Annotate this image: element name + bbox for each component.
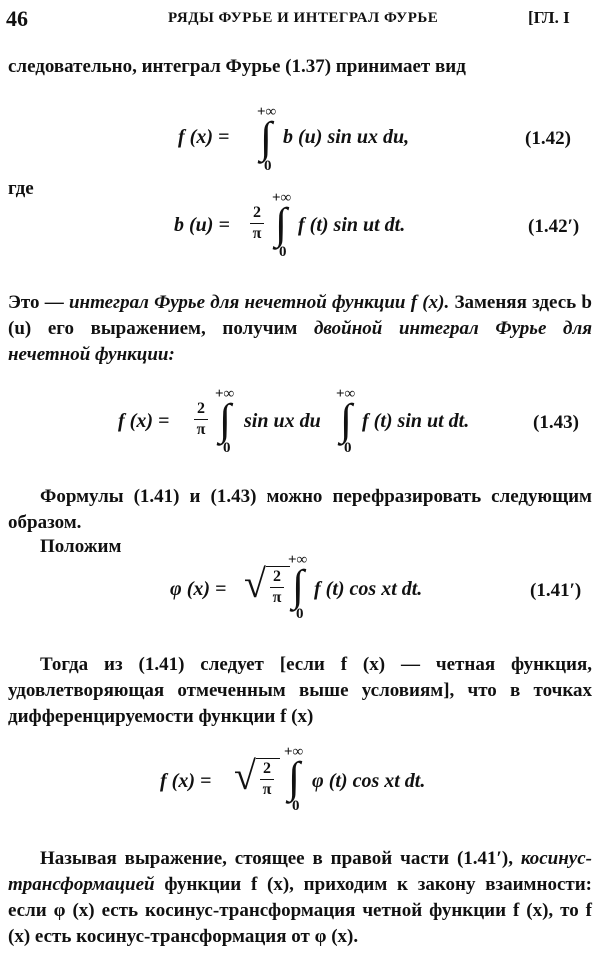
integral-lower-limit: 0 [223, 440, 231, 456]
sqrt-overline [256, 758, 280, 759]
integral-upper-limit: +∞ [257, 104, 277, 120]
sqrt-overline [266, 566, 290, 567]
fraction-2-over-pi: 2 π [260, 760, 274, 799]
eq-body-second: f (t) sin ut dt. [362, 410, 470, 432]
eq-body: φ (t) cos xt dt. [312, 770, 426, 792]
integral-lower-limit: 0 [296, 606, 304, 622]
chapter-marker: [ГЛ. I [528, 8, 570, 27]
eq-lhs: f (x) = [160, 770, 212, 792]
eq-lhs: f (x) = [178, 126, 230, 148]
eq-body-first: sin ux du [244, 410, 321, 432]
sqrt-sign: √ [244, 561, 266, 606]
equation-number: (1.43) [533, 412, 579, 433]
integral-sign: ∫ [288, 753, 301, 802]
equation-number: (1.42′) [528, 216, 580, 237]
page-number: 46 [6, 6, 28, 31]
integral-upper-limit: +∞ [284, 744, 304, 760]
paragraph-let: Положим [40, 536, 122, 557]
running-title: РЯДЫ ФУРЬЕ И ИНТЕГРАЛ ФУРЬЕ [168, 10, 439, 26]
paragraph-odd-function: Это — интеграл Фурье для нечетной функции f (x). Заменяя здесь b (u) его выражением, получим двойной интеграл Фурье для нечетной функции: [8, 292, 592, 365]
integral-sign: ∫ [292, 561, 305, 610]
integral-upper-limit-2: +∞ [336, 386, 356, 402]
integral-upper-limit: +∞ [272, 190, 292, 206]
eq-body: f (t) cos xt dt. [314, 578, 423, 600]
integral-lower-limit-2: 0 [344, 440, 352, 456]
paragraph-rephrase: Формулы (1.41) и (1.43) можно перефразировать следующим образом. [8, 486, 592, 533]
integral-upper-limit: +∞ [215, 386, 235, 402]
integral-upper-limit: +∞ [288, 552, 308, 568]
fraction-2-over-pi: 2 π [250, 204, 264, 243]
eq-lhs: φ (x) = [170, 578, 227, 600]
integral-sign: ∫ [275, 199, 288, 248]
integral-lower-limit: 0 [279, 244, 287, 260]
fraction-2-over-pi: 2 π [270, 568, 284, 607]
paragraph-where: где [8, 178, 34, 199]
sqrt-sign: √ [234, 753, 256, 798]
integral-sign: ∫ [260, 113, 273, 162]
eq-body: b (u) sin ux du, [283, 126, 410, 148]
equation-number: (1.41′) [530, 580, 582, 601]
integral-lower-limit: 0 [264, 158, 272, 174]
paragraph-reciprocity: Называя выражение, стоящее в правой части (1.41′), косинус-трансформацией функции f (x), приходим к закону взаимности: если φ (x) есть косинус-трансформация четной функции f (x), то f (x) есть косинус-трансформация от φ (x). [8, 848, 592, 947]
integral-lower-limit: 0 [292, 798, 300, 814]
eq-body: f (t) sin ut dt. [298, 214, 406, 236]
paragraph-then: Тогда из (1.41) следует [если f (x) — четная функция, удовлетворяющая отмеченным выше условиям], что в точках дифференцируемости функции f (x) [8, 654, 592, 727]
eq-lhs: b (u) = [174, 214, 230, 236]
integral-sign: ∫ [219, 395, 232, 444]
equation-number: (1.42) [525, 128, 571, 149]
fraction-2-over-pi: 2 π [194, 400, 208, 439]
integral-sign-2: ∫ [340, 395, 353, 444]
paragraph-intro: следовательно, интеграл Фурье (1.37) принимает вид [8, 56, 466, 77]
eq-lhs: f (x) = [118, 410, 170, 432]
